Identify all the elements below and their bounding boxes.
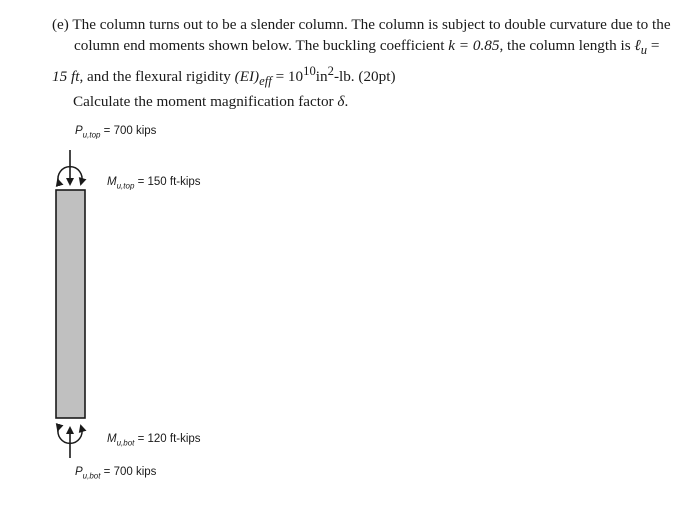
buckling-coefficient: k = 0.85 [448, 37, 500, 54]
column-length-value: 15 ft [52, 68, 80, 86]
flexural-rigidity-symbol: (EI) [234, 68, 260, 86]
question-text: Calculate the moment magnification factor δ. [73, 93, 349, 110]
top-moment-label: $M_{u,top} = 150$ ft-kips [107, 176, 201, 191]
bottom-moment-label: $M_{u,bot} = 120$ ft-kips [107, 433, 201, 448]
bottom-axial-load-label: $P_{u,bot} = 700$ kips [75, 466, 157, 481]
problem-line-1: (e) The column turns out to be a slender column. The column is subject to double curvature due to the [52, 16, 671, 33]
problem-line-3: 15 ft, and the flexural rigidity $(EI)_{eff} = 10^{10}in^2-lb$. (20pt) [52, 64, 396, 89]
column-length-symbol: ℓ [634, 37, 641, 54]
problem-line-2: column end moments shown below. The buckling coefficient k = 0.85, the column length is ℓ$_u$ = [74, 37, 660, 58]
delta-symbol: δ [337, 93, 345, 110]
column-body [56, 190, 85, 418]
top-axial-load-label: $P_{u,top} = 700$ kips [75, 125, 157, 140]
